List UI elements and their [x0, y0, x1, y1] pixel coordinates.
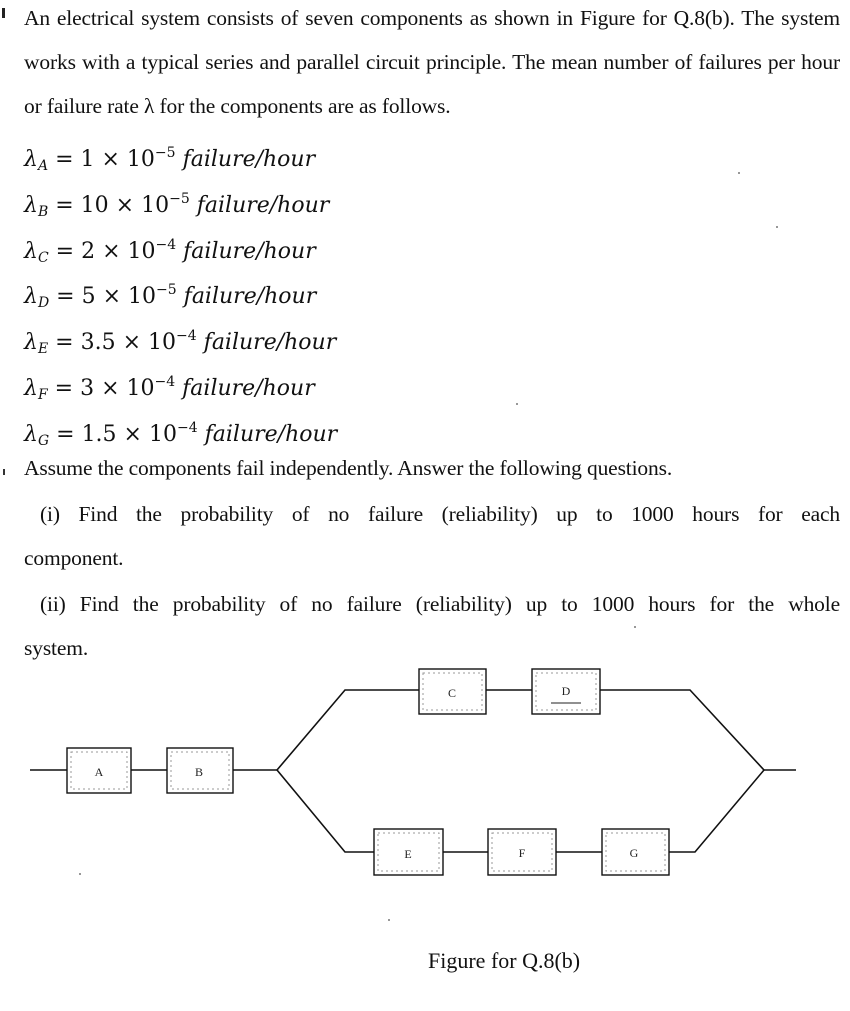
component-box-c — [419, 669, 486, 714]
failure-rate-c: $\lambda_C = 2 \times 10^{-4}$ failure/hour — [24, 236, 316, 266]
question-ii-line1: (ii) Find the probability of no failure (reliability) up to 1000 hours for the whole — [40, 592, 840, 616]
component-box-b — [167, 748, 233, 793]
question-ii-line2: system. — [24, 636, 89, 660]
circuit-wires — [30, 690, 796, 852]
assumption-text: Assume the components fail independently. Answer the following questions. — [24, 456, 673, 480]
failure-rate-g: $\lambda_G = 1.5 \times 10^{-4}$ failure/hour — [24, 419, 338, 449]
failure-rate-b: $\lambda_B = 10 \times 10^{-5}$ failure/hour — [24, 190, 330, 220]
intro-paragraph: An electrical system consists of seven components as shown in Figure for Q.8(b). The system works with a typical series and parallel circuit principle. The mean number of failures per hour or failure rate λ for the components are as follows. — [24, 6, 840, 118]
component-label-b: B — [194, 765, 204, 779]
failure-rate-e: $\lambda_E = 3.5 \times 10^{-4}$ failure/hour — [24, 328, 337, 358]
component-label-a: A — [94, 765, 104, 779]
component-label-c: C — [447, 686, 457, 700]
component-label-d: D — [561, 684, 571, 698]
failure-rate-d: $\lambda_D = 5 \times 10^{-5}$ failure/hour — [24, 282, 317, 312]
question-i-line2: component. — [24, 546, 124, 570]
failure-rate-f: $\lambda_F = 3 \times 10^{-4}$ failure/hour — [24, 373, 315, 403]
component-box-f — [488, 829, 556, 875]
component-label-e: E — [404, 847, 412, 861]
scan-speck — [634, 626, 636, 628]
scan-speck — [79, 873, 81, 875]
component-label-g: G — [629, 846, 639, 860]
scan-speck — [776, 226, 778, 228]
component-box-d — [532, 669, 600, 714]
question-i-line1: (i) Find the probability of no failure (reliability) up to 1000 hours for each — [40, 502, 840, 526]
component-box-a — [67, 748, 131, 793]
component-label-f: F — [518, 846, 526, 860]
scan-speck — [388, 919, 390, 921]
scan-speck — [516, 403, 518, 405]
figure-caption: Figure for Q.8(b) — [428, 948, 581, 973]
failure-rate-a: $\lambda_A = 1 \times 10^{-5}$ failure/hour — [24, 145, 316, 174]
scan-speck — [738, 172, 740, 174]
component-box-g — [602, 829, 669, 875]
component-box-e — [374, 829, 443, 875]
